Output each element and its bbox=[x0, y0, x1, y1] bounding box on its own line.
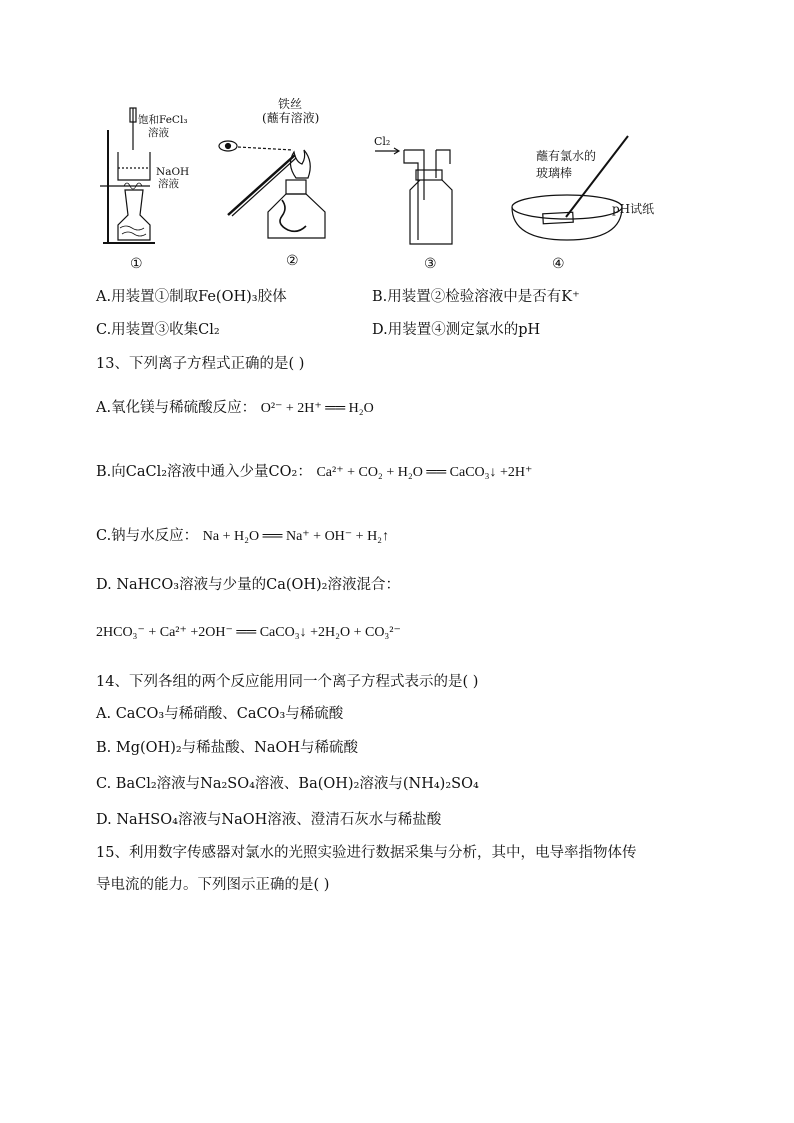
q14-option-a: A. CaCO₃与稀硝酸、CaCO₃与稀硫酸 bbox=[96, 706, 344, 722]
q14-stem: 14、下列各组的两个反应能用同一个离子方程式表示的是( ) bbox=[96, 674, 479, 690]
q13-option-c bbox=[96, 526, 389, 547]
q13-b-label: B.向CaCl₂溶液中通入少量CO₂： bbox=[96, 464, 312, 480]
q12-option-a: A.用装置①制取Fe(OH)₃胶体 bbox=[96, 289, 287, 305]
fig1-top-label2: 溶液 bbox=[148, 127, 169, 139]
fig2-top-label2: (蘸有溶液) bbox=[262, 111, 320, 125]
fig4-top-label: 蘸有氯水的 bbox=[536, 149, 597, 163]
fig1-side-label2: 溶液 bbox=[158, 178, 179, 190]
fig2-top-label: 铁丝 bbox=[278, 97, 303, 111]
q13-a-equation: O²⁻ + 2H⁺ ══ H₂O bbox=[260, 401, 374, 416]
q12-option-b: B.用装置②检验溶液中是否有K⁺ bbox=[372, 289, 580, 305]
fig4-top-label2: 玻璃棒 bbox=[536, 166, 573, 180]
apparatus-2-drawing bbox=[219, 141, 325, 238]
q13-stem: 13、下列离子方程式正确的是( ) bbox=[96, 356, 305, 372]
q14-option-c: C. BaCl₂溶液与Na₂SO₄溶液、Ba(OH)₂溶液与(NH₄)₂SO₄ bbox=[96, 776, 479, 792]
fig1-side-label: NaOH bbox=[156, 166, 190, 178]
q13-c-label: C.钠与水反应： bbox=[96, 528, 199, 544]
q15-stem-line1: 15、利用数字传感器对氯水的光照实验进行数据采集与分析，其中，电导率指物体传 bbox=[96, 845, 637, 861]
q14-option-d: D. NaHSO₄溶液与NaOH溶液、澄清石灰水与稀盐酸 bbox=[96, 812, 442, 828]
fig2-number: ② bbox=[286, 253, 299, 269]
q15-stem-line2: 导电流的能力。下列图示正确的是( ) bbox=[96, 877, 330, 893]
q13-option-b bbox=[96, 462, 532, 483]
fig4-number: ④ bbox=[552, 256, 565, 272]
q13-c-equation: Na + H₂O ══ Na⁺ + OH⁻ + H₂↑ bbox=[202, 529, 390, 544]
fig1-top-label: 饱和FeCl₃ bbox=[138, 114, 188, 126]
fig4-paper-label: pH试纸 bbox=[612, 202, 655, 216]
q13-a-label: A.氧化镁与稀硫酸反应： bbox=[96, 400, 257, 416]
q12-option-d: D.用装置④测定氯水的pH bbox=[372, 322, 541, 338]
q12-option-c: C.用装置③收集Cl₂ bbox=[96, 322, 220, 338]
q13-b-equation: Ca²⁺ + CO₂ + H₂O ══ CaCO₃↓ +2H⁺ bbox=[316, 465, 533, 480]
fig3-gas-label: Cl₂ bbox=[374, 135, 391, 148]
q13-option-d: D. NaHCO₃溶液与少量的Ca(OH)₂溶液混合： bbox=[96, 577, 400, 593]
q14-option-b: B. Mg(OH)₂与稀盐酸、NaOH与稀硫酸 bbox=[96, 740, 359, 756]
apparatus-figures bbox=[0, 0, 794, 280]
q13-d-equation: 2HCO₃⁻ + Ca²⁺ +2OH⁻ ══ CaCO₃↓ +2H₂O + CO₃²⁻ bbox=[96, 625, 401, 640]
apparatus-3-drawing bbox=[375, 148, 452, 244]
fig1-number: ① bbox=[130, 256, 143, 272]
q13-option-a bbox=[96, 398, 374, 419]
apparatus-1-drawing bbox=[100, 108, 155, 243]
fig3-number: ③ bbox=[424, 256, 437, 272]
